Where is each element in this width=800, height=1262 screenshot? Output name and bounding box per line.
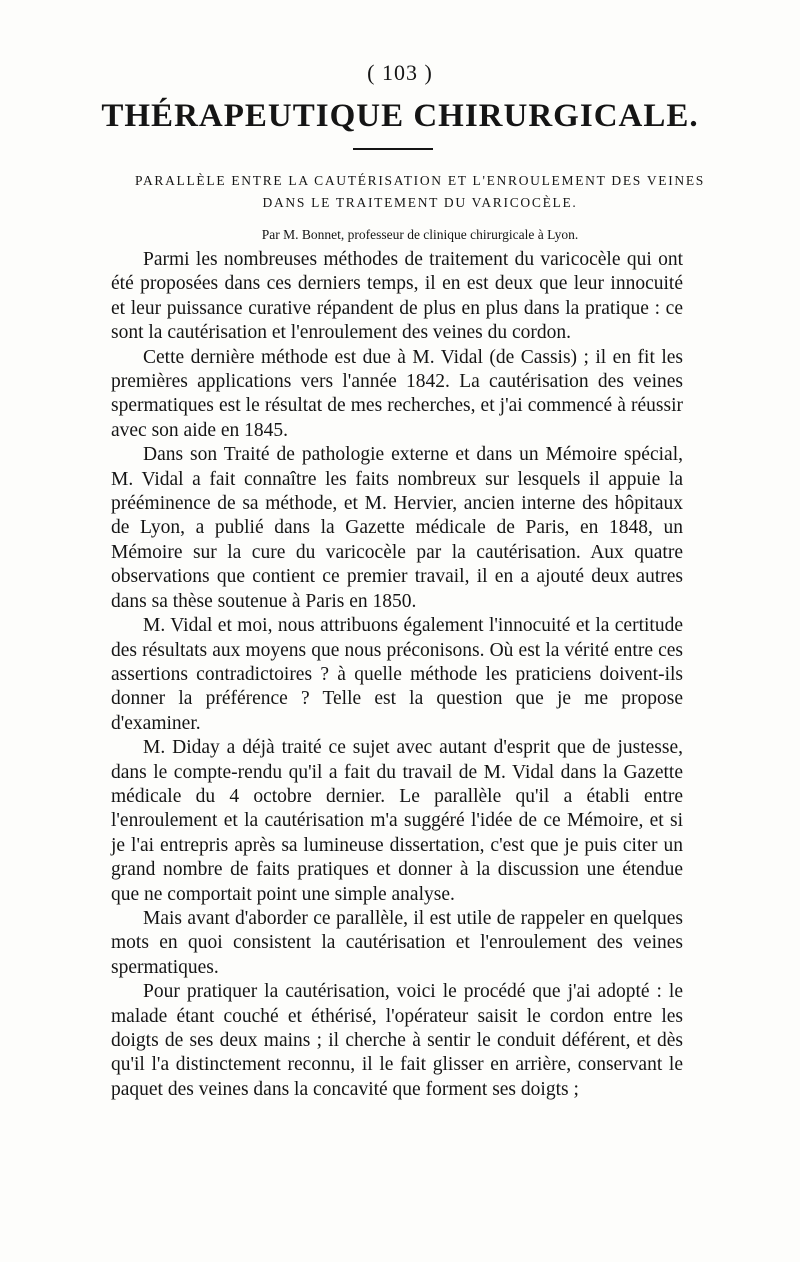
title-divider [353,148,433,150]
paragraph: Dans son Traité de pathologie externe et dans un Mémoire spécial, M. Vidal a fait connaître les faits nombreux sur lesquels il appuie la prééminence de sa méthode, et M. Hervier, ancien interne des hôpitaux de Lyon, a publié dans la Gazette médicale de Paris, en 1848, un Mémoire sur la cure du varicocèle par la cautérisation. Aux quatre observations que contient ce premier travail, il en a ajouté deux autres dans sa thèse soutenue à Paris en 1850. [111,444,683,612]
section-title: THÉRAPEUTIQUE CHIRURGICALE. [101,98,699,134]
paragraph: Pour pratiquer la cautérisation, voici le procédé que j'ai adopté : le malade étant couché et éthérisé, l'opérateur saisit le cordon entre les doigts de ses deux mains ; il cherche à sentir le conduit déférent, et dès qu'il l'a distinctement reconnu, il le fait glisser en arrière, conservant le paquet des veines dans la concavité que forment ses doigts ; [111,981,683,1100]
paragraph: Mais avant d'aborder ce parallèle, il est utile de rappeler en quelques mots en quoi consistent la cautérisation et l'enroulement des veines spermatiques. [111,907,683,978]
paragraph: M. Diday a déjà traité ce sujet avec autant d'esprit que de justesse, dans le compte-rendu qu'il a fait du travail de M. Vidal dans la Gazette médicale du 4 octobre dernier. Le parallèle qu'il a établi entre l'enroulement et la cautérisation m'a suggéré l'idée de ce Mémoire, et si je l'ai entrepris après sa lumineuse dissertation, c'est que je puis citer un grand nombre de faits pratiques et donner à la discussion une étendue que ne comportait point une simple analyse. [111,737,683,905]
subtitle-line-2: DANS LE TRAITEMENT DU VARICOCÈLE. [262,195,578,210]
article-subtitle [100,170,740,214]
author-line: Par M. Bonnet, professeur de clinique chirurgicale à Lyon. [261,227,579,242]
article-body [111,248,683,1102]
paragraph: Cette dernière méthode est due à M. Vidal (de Cassis) ; il en fit les premières applications vers l'année 1842. La cautérisation des veines spermatiques est le résultat de mes recherches, et j'ai commencé à réussir avec son aide en 1845. [111,346,683,441]
paragraph: Parmi les nombreuses méthodes de traitement du varicocèle qui ont été proposées dans ces derniers temps, il en est deux que leur innocuité et leur puissance curative répandent de plus en plus dans la pratique : ce sont la cautérisation et l'enroulement des veines du cordon. [111,249,683,344]
subtitle-line-1: PARALLÈLE ENTRE LA CAUTÉRISATION ET L'ENROULEMENT DES VEINES [134,173,706,188]
paragraph: M. Vidal et moi, nous attribuons également l'innocuité et la certitude des résultats aux moyens que nous préconisons. Où est la vérité entre ces assertions contradictoires ? à quelle méthode les praticiens doivent-ils donner la préférence ? Telle est la question que je me propose d'examiner. [111,615,683,734]
page-number: ( 103 ) [367,60,433,85]
